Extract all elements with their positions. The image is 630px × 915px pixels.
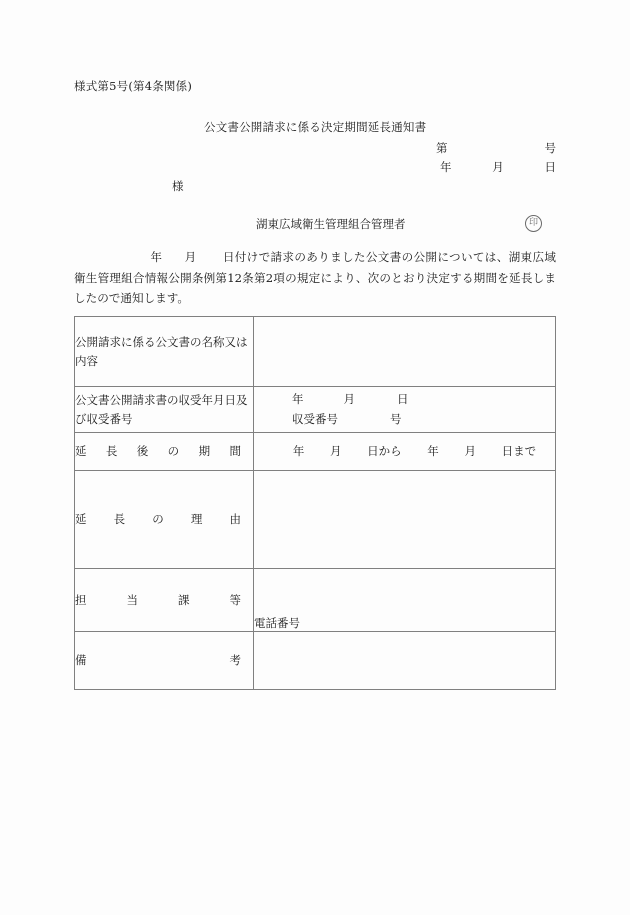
body-date-month: 月 <box>184 250 197 264</box>
period-from-day: 日から <box>367 444 402 458</box>
row-value-receipt-date-number[interactable] <box>254 387 556 433</box>
period-to-month: 月 <box>464 444 476 458</box>
receipt-date-line <box>292 390 555 410</box>
body-date-year: 年 <box>150 250 163 264</box>
period-to-year: 年 <box>427 444 439 458</box>
receipt-value-lines <box>254 390 555 429</box>
document-title: 公文書公開請求に係る決定期間延長通知書 <box>204 120 427 134</box>
receipt-day: 日 <box>397 392 409 406</box>
issuer-row <box>256 215 542 232</box>
document-date-year: 年 <box>440 160 452 174</box>
label-char: 延 <box>75 444 87 458</box>
row-label-extension-reason <box>75 471 254 569</box>
telephone-number-label: 電話番号 <box>254 616 300 630</box>
label-char: 長 <box>105 444 118 458</box>
receipt-number-line <box>292 410 555 430</box>
document-number-line <box>436 139 556 158</box>
period-range-line <box>254 442 555 461</box>
period-from-month: 月 <box>329 444 342 458</box>
period-to-day: 日まで <box>501 444 537 458</box>
table-row <box>75 471 556 569</box>
form-code: 様式第5号(第4条関係) <box>74 79 193 93</box>
responsible-section-label-chars <box>75 591 253 610</box>
receipt-month: 月 <box>343 392 355 406</box>
document-date-day: 日 <box>544 160 556 174</box>
recipient-honorific: 様 <box>172 179 184 193</box>
label-char: 間 <box>229 444 241 458</box>
document-number-unit: 号 <box>544 141 556 155</box>
row-value-responsible-section[interactable] <box>254 569 556 632</box>
label-char: 備 <box>75 653 87 667</box>
row-label-remarks <box>75 632 254 690</box>
document-date-month: 月 <box>492 160 504 174</box>
remarks-label-chars <box>75 651 253 670</box>
label-char: の <box>152 512 164 526</box>
label-char: 後 <box>136 444 149 458</box>
table-row <box>75 387 556 433</box>
body-text: 日付けで請求のありました公文書の公開については、湖東広域衛生管理組合情報公開条例第12条第2項の規定により、次のとおり決定する期間を延長しましたので通知します。 <box>74 250 556 305</box>
receipt-number-unit: 号 <box>390 411 402 426</box>
row-value-document-name[interactable] <box>254 317 556 387</box>
label-char: 由 <box>229 512 241 526</box>
body-paragraph <box>74 247 556 309</box>
label-char: 当 <box>126 592 138 607</box>
table-row <box>75 433 556 471</box>
row-label-document-name: 公開請求に係る公文書の名称又は内容 <box>75 317 254 387</box>
label-char: 期 <box>198 444 211 458</box>
row-label-responsible-section <box>75 569 254 632</box>
table-row <box>75 317 556 387</box>
document-date-line <box>436 158 556 177</box>
extended-period-label-chars <box>75 442 253 461</box>
period-from-year: 年 <box>292 444 305 458</box>
label-char: 理 <box>190 512 203 526</box>
row-label-receipt-date-number: 公文書公開請求書の収受年月日及び収受番号 <box>75 387 254 433</box>
document-number-label: 第 <box>436 141 448 155</box>
label-char: 考 <box>229 653 241 667</box>
seal-icon: 印 <box>525 215 542 232</box>
receipt-year: 年 <box>292 392 304 406</box>
label-char: 担 <box>75 592 87 607</box>
row-value-remarks[interactable] <box>254 632 556 690</box>
label-char: 等 <box>229 592 241 607</box>
row-value-extended-period[interactable] <box>254 433 556 471</box>
receipt-number-label: 収受番号 <box>292 411 338 426</box>
label-char: の <box>167 444 180 458</box>
notification-form-table <box>74 316 556 690</box>
table-row <box>75 632 556 690</box>
receipt-gap-1 <box>304 390 344 410</box>
receipt-gap-2 <box>355 390 397 410</box>
receipt-gap-3 <box>338 410 390 430</box>
row-label-extended-period <box>75 433 254 471</box>
row-value-extension-reason[interactable] <box>254 471 556 569</box>
table-row <box>75 569 556 632</box>
label-char: 長 <box>113 512 126 526</box>
label-char: 課 <box>178 592 190 607</box>
document-number-block <box>436 139 556 177</box>
label-char: 延 <box>75 512 87 526</box>
extension-reason-label-chars <box>75 510 253 529</box>
issuer-name: 湖東広域衛生管理組合管理者 <box>256 216 406 231</box>
